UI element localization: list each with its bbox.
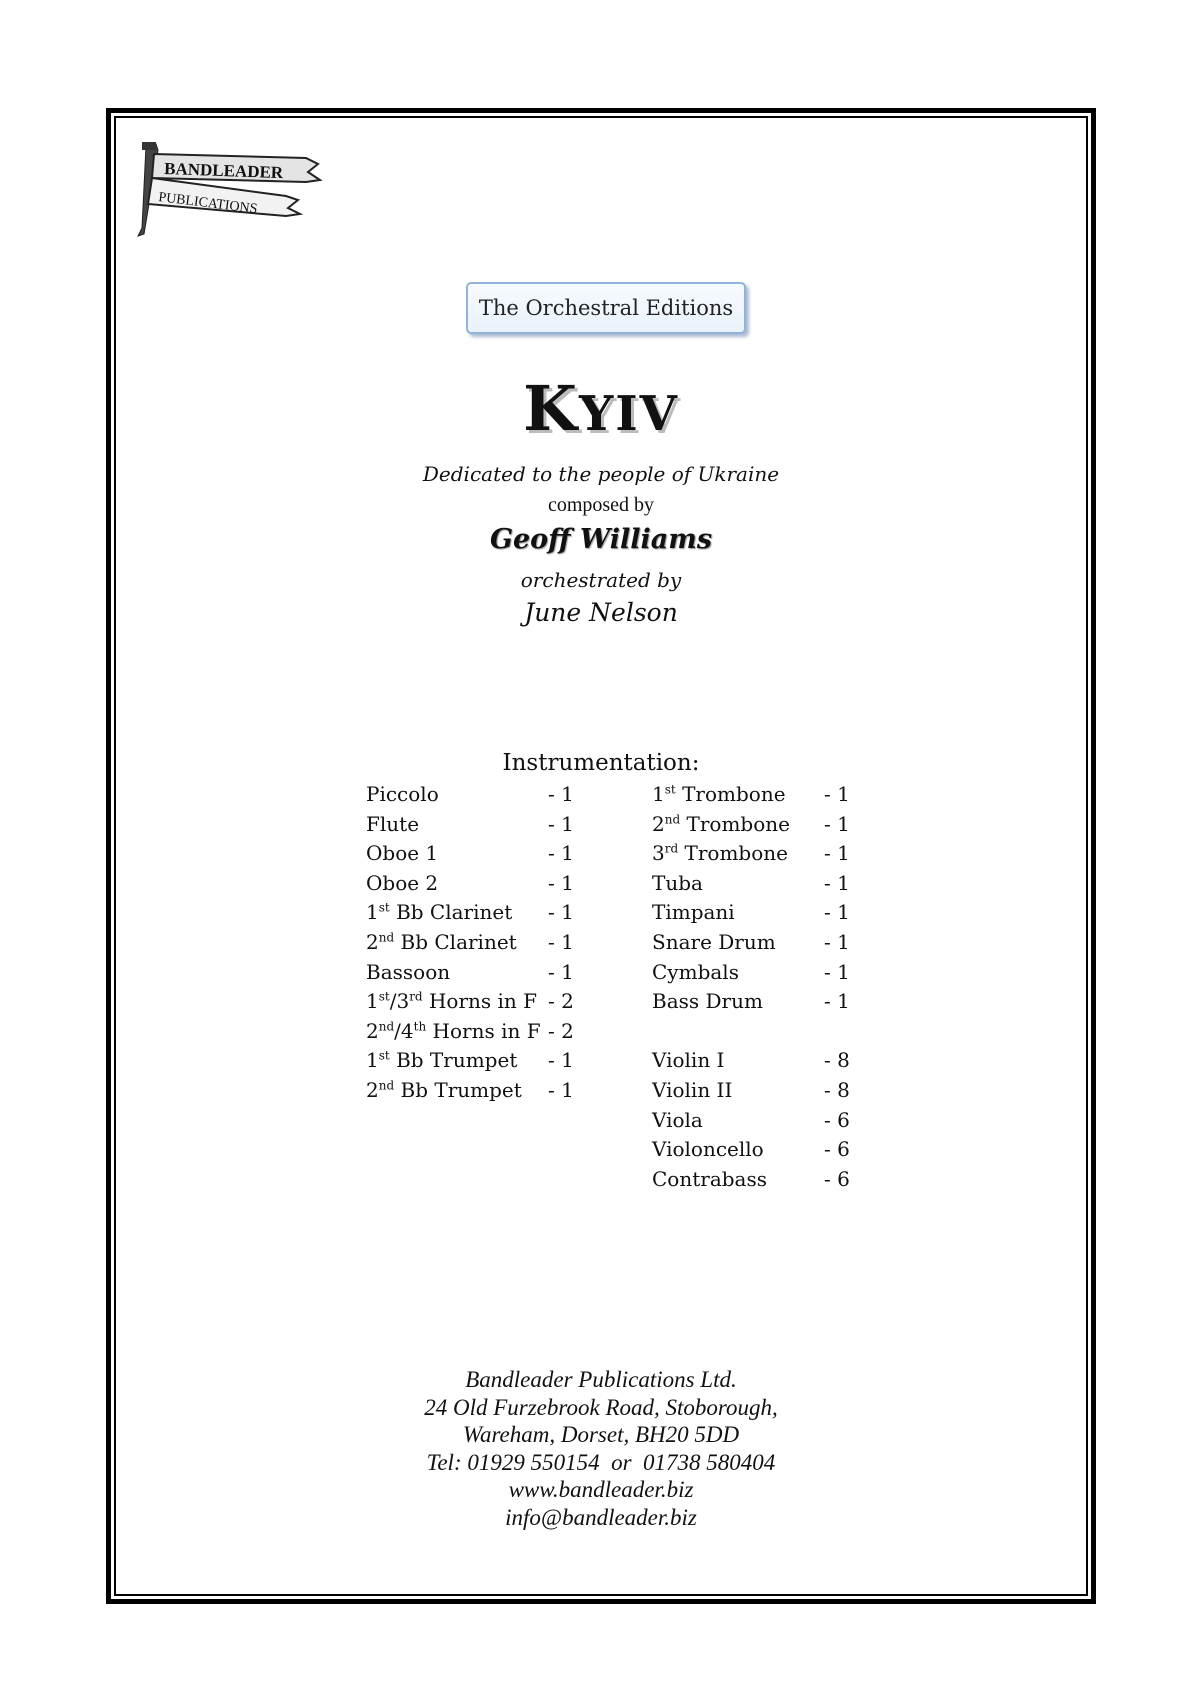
email-link[interactable]: info@bandleader.biz bbox=[505, 1504, 697, 1530]
instrument-text: 1 bbox=[366, 1048, 379, 1073]
edition-label: The Orchestral Editions bbox=[478, 296, 734, 320]
ordinal-suffix: nd bbox=[664, 811, 681, 826]
instrument-count: - 1 bbox=[548, 929, 574, 954]
instrument-name bbox=[366, 928, 548, 958]
composer-name: Geoff Williams bbox=[489, 524, 713, 555]
instrument-text: Bb Trumpet bbox=[394, 1077, 522, 1102]
instrument-count: - 6 bbox=[824, 1166, 850, 1191]
instrument-name bbox=[366, 839, 548, 869]
ordinal-suffix: nd bbox=[378, 1078, 395, 1093]
ordinal-suffix: st bbox=[664, 782, 676, 797]
orchestrator-name: June Nelson bbox=[524, 598, 678, 627]
instrument-text: 1 bbox=[366, 900, 379, 925]
instrument-name bbox=[366, 810, 548, 840]
instrument-text: Bb Clarinet bbox=[389, 900, 513, 925]
instrument-text: /3 bbox=[389, 989, 410, 1014]
instrument-row bbox=[652, 898, 850, 928]
instrument-name bbox=[366, 1046, 548, 1076]
instrument-list-left bbox=[366, 780, 574, 1106]
ordinal-suffix: rd bbox=[409, 989, 423, 1004]
instrument-text: 1 bbox=[366, 989, 379, 1014]
instrument-count: - 1 bbox=[548, 782, 574, 806]
instrument-text: Violoncello bbox=[652, 1137, 764, 1162]
instrument-row bbox=[652, 1046, 850, 1076]
instrument-list-right bbox=[652, 780, 850, 1194]
instrument-row bbox=[652, 780, 850, 810]
instrument-row bbox=[366, 810, 574, 840]
orchestrated-by-label: orchestrated by bbox=[520, 568, 682, 592]
instrument-text: Bb Clarinet bbox=[394, 929, 517, 954]
website-link[interactable]: www.bandleader.biz bbox=[508, 1477, 694, 1502]
instrument-row bbox=[366, 839, 574, 869]
bandleader-logo bbox=[136, 138, 358, 240]
instrument-row bbox=[652, 1017, 850, 1047]
instrument-name bbox=[652, 928, 824, 958]
instrument-row bbox=[652, 928, 850, 958]
instrument-name bbox=[652, 869, 824, 899]
instrument-text: 2 bbox=[652, 811, 665, 836]
instrument-text: Tuba bbox=[652, 870, 703, 895]
instrument-name bbox=[366, 987, 548, 1017]
instrument-count: - 1 bbox=[548, 811, 574, 836]
instrument-text: Bb Trumpet bbox=[389, 1048, 518, 1073]
instrument-text: Snare Drum bbox=[652, 929, 776, 954]
instrument-name bbox=[652, 1135, 824, 1165]
composed-by-label: composed by bbox=[547, 494, 655, 516]
instrument-name bbox=[652, 1106, 824, 1136]
ordinal-suffix: nd bbox=[378, 930, 395, 945]
piece-title bbox=[0, 372, 1202, 445]
instrument-row bbox=[366, 869, 574, 899]
instrument-text: Violin II bbox=[652, 1077, 733, 1102]
instrument-row bbox=[366, 928, 574, 958]
instrument-row bbox=[652, 839, 850, 869]
instrument-count: - 8 bbox=[824, 1077, 850, 1102]
instrument-name bbox=[652, 1017, 824, 1047]
instrumentation-heading: Instrumentation: bbox=[502, 750, 700, 776]
instrument-name bbox=[652, 958, 824, 988]
instrument-count: - 1 bbox=[548, 959, 574, 984]
instrument-text: Trombone bbox=[680, 811, 790, 836]
instrument-count: - 1 bbox=[824, 989, 850, 1014]
title-rest: YIV bbox=[578, 386, 679, 442]
instrument-row bbox=[366, 987, 574, 1017]
instrument-count: - 1 bbox=[548, 841, 574, 866]
instrument-text: Trombone bbox=[675, 782, 786, 806]
instrument-count: - 1 bbox=[824, 959, 850, 984]
instrument-name bbox=[366, 780, 548, 810]
instrument-text: 2 bbox=[366, 1018, 379, 1043]
instrument-name bbox=[652, 780, 824, 810]
logo-text-top: BANDLEADER bbox=[163, 159, 284, 183]
instrument-text: /4 bbox=[394, 1018, 414, 1043]
instrument-text: Violin I bbox=[652, 1048, 725, 1073]
instrument-row bbox=[652, 810, 850, 840]
instrument-row bbox=[652, 869, 850, 899]
instrument-row bbox=[366, 898, 574, 928]
instrument-text: Piccolo bbox=[366, 782, 439, 806]
instrument-name bbox=[366, 1017, 548, 1047]
instrument-text: Horns in F bbox=[422, 989, 538, 1014]
instrument-text: 3 bbox=[652, 841, 665, 866]
instrument-row bbox=[366, 1076, 574, 1106]
instrument-row bbox=[652, 987, 850, 1017]
instrument-name bbox=[652, 1165, 824, 1195]
instrument-name bbox=[366, 1076, 548, 1106]
instrument-count: - 2 bbox=[548, 1018, 574, 1043]
edition-badge bbox=[466, 282, 746, 334]
instrument-row bbox=[366, 958, 574, 988]
instrument-text: Oboe 1 bbox=[366, 841, 439, 866]
instrument-name bbox=[652, 1076, 824, 1106]
ordinal-suffix: rd bbox=[664, 841, 679, 856]
instrument-row bbox=[366, 1017, 574, 1047]
instrument-count: - 1 bbox=[824, 870, 850, 895]
instrument-name bbox=[366, 898, 548, 928]
instrument-name bbox=[366, 869, 548, 899]
instrument-row bbox=[366, 780, 574, 810]
instrument-name bbox=[652, 1046, 824, 1076]
instrument-count: - 1 bbox=[824, 782, 850, 806]
instrument-text: Oboe 2 bbox=[366, 870, 439, 895]
instrument-name bbox=[366, 958, 548, 988]
instrument-name bbox=[652, 987, 824, 1017]
ordinal-suffix: st bbox=[378, 900, 390, 915]
instrument-count: - 1 bbox=[548, 1077, 574, 1102]
title-initial: K bbox=[523, 372, 579, 445]
ordinal-suffix: th bbox=[413, 1019, 427, 1034]
instrument-text: Viola bbox=[652, 1107, 703, 1132]
instrument-text: Horns in F bbox=[426, 1018, 541, 1043]
instrument-text: Contrabass bbox=[652, 1166, 767, 1191]
instrument-text: 1 bbox=[652, 782, 665, 806]
address-street: 24 Old Furzebrook Road, Stoborough, bbox=[424, 1394, 778, 1420]
instrument-row bbox=[652, 1135, 850, 1165]
ordinal-suffix: nd bbox=[378, 1019, 395, 1034]
publisher-address bbox=[0, 1366, 1202, 1531]
instrument-row bbox=[652, 1076, 850, 1106]
logo-text-bottom: PUBLICATIONS bbox=[157, 190, 259, 218]
instrument-text: 2 bbox=[366, 1077, 379, 1102]
instrument-name bbox=[652, 839, 824, 869]
instrument-count: - 8 bbox=[824, 1048, 850, 1073]
instrument-name bbox=[652, 810, 824, 840]
instrument-text: Bass Drum bbox=[652, 989, 763, 1014]
instrument-row bbox=[366, 1046, 574, 1076]
instrument-count: - 1 bbox=[548, 1048, 574, 1073]
instrument-count: - 6 bbox=[824, 1137, 850, 1162]
instrument-count: - 2 bbox=[548, 989, 574, 1014]
instrument-count: - 1 bbox=[548, 900, 574, 925]
instrument-count: - 6 bbox=[824, 1107, 850, 1132]
ordinal-suffix: st bbox=[378, 989, 390, 1004]
instrument-name bbox=[652, 898, 824, 928]
instrument-text: Bassoon bbox=[366, 959, 451, 984]
instrument-row bbox=[652, 1106, 850, 1136]
instrument-count: - 1 bbox=[824, 929, 850, 954]
address-town: Wareham, Dorset, BH20 5DD bbox=[462, 1422, 740, 1447]
instrument-text: Timpani bbox=[652, 900, 735, 925]
instrument-row bbox=[652, 958, 850, 988]
instrument-row bbox=[652, 1165, 850, 1195]
instrument-count: - 1 bbox=[824, 841, 850, 866]
instrument-count: - 1 bbox=[824, 900, 850, 925]
instrument-text: Trombone bbox=[678, 841, 788, 866]
instrument-text: Cymbals bbox=[652, 959, 739, 984]
instrument-text: 2 bbox=[366, 929, 379, 954]
instrument-count: - 1 bbox=[548, 870, 574, 895]
publisher-name: Bandleader Publications Ltd. bbox=[465, 1367, 737, 1392]
address-telephone: Tel: 01929 550154 or 01738 580404 bbox=[426, 1449, 776, 1475]
instrument-text: Flute bbox=[366, 811, 420, 836]
ordinal-suffix: st bbox=[378, 1048, 390, 1063]
instrument-count: - 1 bbox=[824, 811, 850, 836]
dedication: Dedicated to the people of Ukraine bbox=[422, 462, 780, 486]
